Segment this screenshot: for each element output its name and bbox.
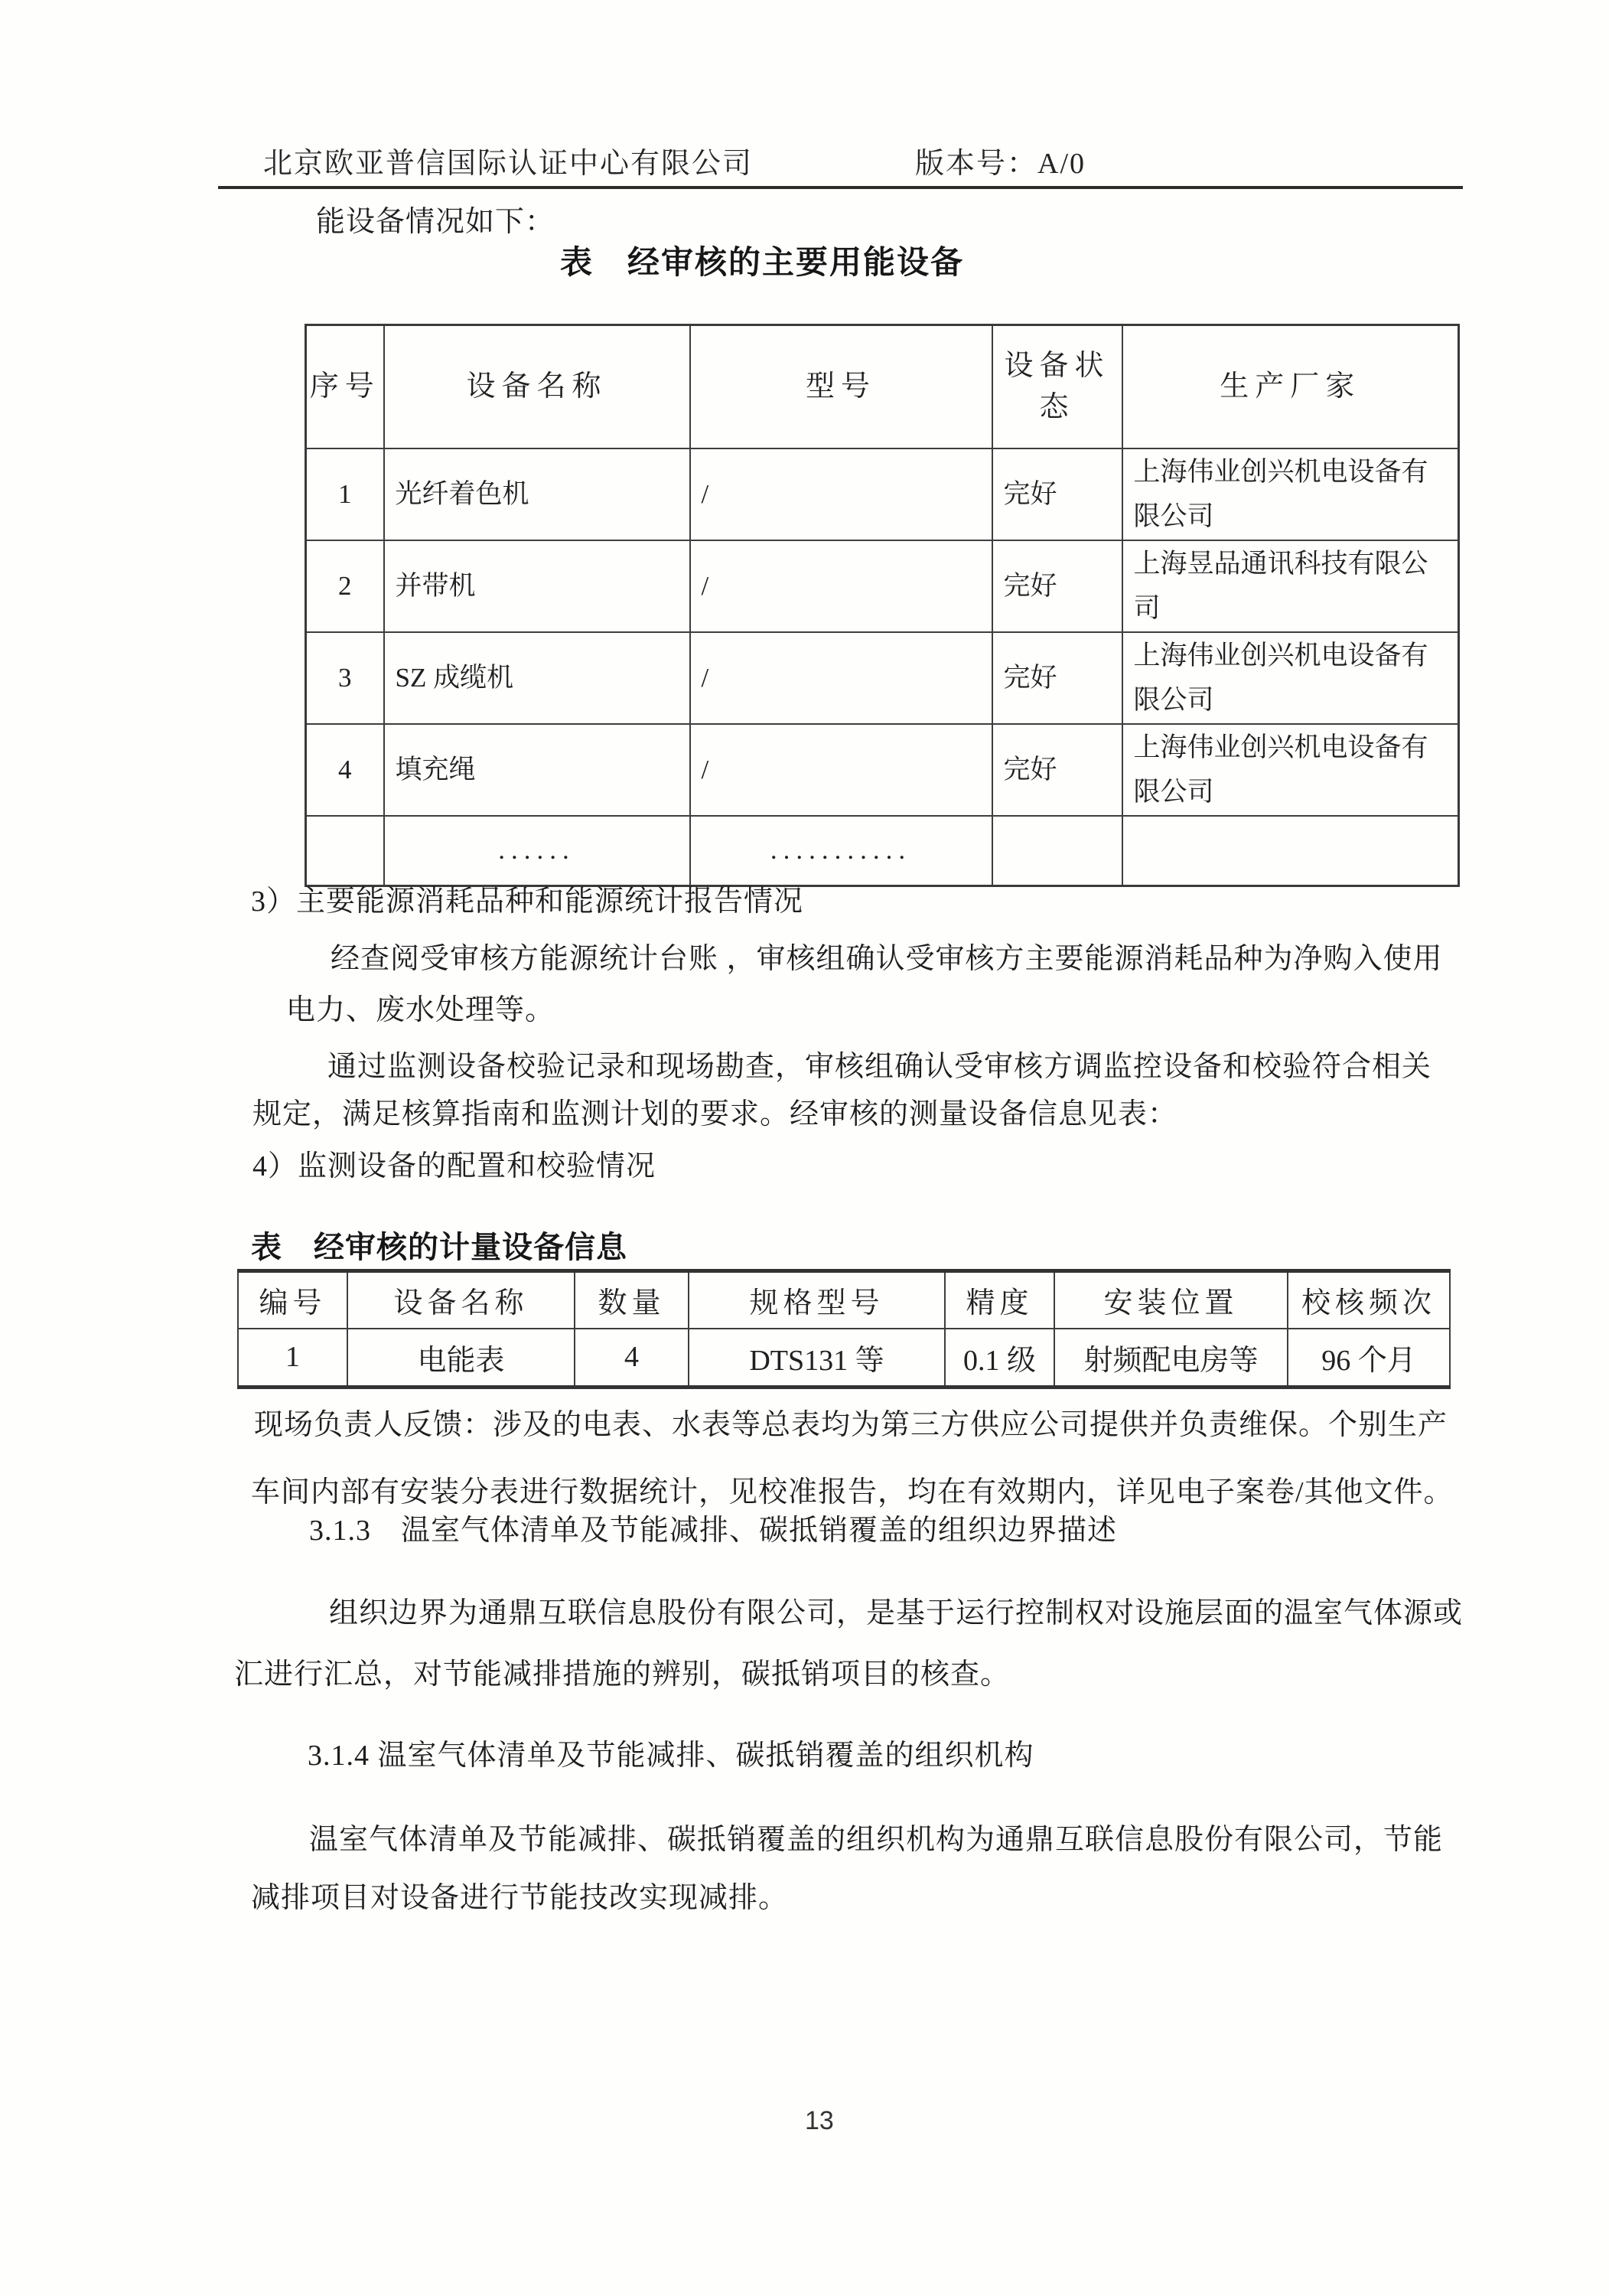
item3-paragraph-line2: 电力、废水处理等。 — [286, 994, 555, 1026]
section-3-1-4-heading: 3.1.4 温室气体清单及节能减排、碳抵销覆盖的组织机构 — [308, 1740, 1034, 1772]
col-header-number: 编号 — [238, 1271, 347, 1329]
cell-status: 完好 — [992, 540, 1122, 632]
energy-equipment-table — [305, 324, 1460, 887]
cell-device-name-ellipsis: ...... — [384, 816, 690, 886]
cell-manufacturer — [1122, 816, 1459, 886]
cell-device-name: 并带机 — [384, 540, 690, 632]
section-3-1-3-line1: 组织边界为通鼎互联信息股份有限公司，是基于运行控制权对设施层面的温室气体源或 — [329, 1597, 1464, 1629]
col-header-index: 序号 — [306, 325, 384, 448]
cell-status: 完好 — [992, 724, 1122, 816]
cell-model: / — [690, 632, 992, 724]
item4-paragraph-line2: 规定，满足核算指南和监测计划的要求。经审核的测量设备信息见表： — [252, 1098, 1178, 1130]
section-3-1-4-line2: 减排项目对设备进行节能技改实现减排。 — [251, 1882, 789, 1914]
table1-title: 表 经审核的主要用能设备 — [560, 246, 965, 281]
section-3-1-4-line1: 温室气体清单及节能减排、碳抵销覆盖的组织机构为通鼎互联信息股份有限公司，节能 — [309, 1824, 1444, 1856]
cell-status — [992, 816, 1122, 886]
table-row — [306, 448, 1459, 540]
table-row — [306, 724, 1459, 816]
cell-index: 2 — [306, 540, 384, 632]
intro-line: 能设备情况如下： — [316, 206, 555, 238]
table-header-row — [306, 325, 1459, 448]
col-header-quantity: 数量 — [575, 1271, 689, 1329]
site-feedback-line1: 现场负责人反馈：涉及的电表、水表等总表均为第三方供应公司提供并负责维保。个别生产 — [254, 1409, 1448, 1441]
cell-manufacturer: 上海昱品通讯科技有限公司 — [1122, 540, 1459, 632]
cell-number: 1 — [238, 1329, 347, 1388]
cell-model: / — [690, 540, 992, 632]
cell-index — [306, 816, 384, 886]
col-header-spec-model: 规格型号 — [689, 1271, 945, 1329]
cell-device-name: SZ 成缆机 — [384, 632, 690, 724]
table-row — [238, 1329, 1450, 1388]
cell-device-name: 填充绳 — [384, 724, 690, 816]
cell-spec-model: DTS131 等 — [689, 1329, 945, 1388]
col-header-device-name: 设备名称 — [347, 1271, 575, 1329]
cell-device-name: 光纤着色机 — [384, 448, 690, 540]
cell-index: 4 — [306, 724, 384, 816]
cell-status: 完好 — [992, 448, 1122, 540]
cell-precision: 0.1 级 — [945, 1329, 1054, 1388]
table-row — [306, 632, 1459, 724]
metering-equipment-table — [237, 1269, 1451, 1389]
header-divider-rule — [218, 186, 1463, 189]
cell-manufacturer: 上海伟业创兴机电设备有限公司 — [1122, 724, 1459, 816]
table-row — [306, 540, 1459, 632]
page-number: 13 — [805, 2106, 834, 2135]
cell-manufacturer: 上海伟业创兴机电设备有限公司 — [1122, 448, 1459, 540]
col-header-device-name: 设备名称 — [384, 325, 690, 448]
section-3-1-3-line2: 汇进行汇总，对节能减排措施的辨别，碳抵销项目的核查。 — [234, 1658, 1011, 1691]
col-header-install-location: 安装位置 — [1054, 1271, 1288, 1329]
section-3-1-3-heading: 3.1.3 温室气体清单及节能减排、碳抵销覆盖的组织边界描述 — [309, 1515, 1118, 1547]
cell-index: 1 — [306, 448, 384, 540]
site-feedback-line2: 车间内部有安装分表进行数据统计，见校准报告，均在有效期内，详见电子案卷/其他文件。 — [251, 1476, 1454, 1508]
cell-index: 3 — [306, 632, 384, 724]
item4-paragraph-line1: 通过监测设备校验记录和现场勘查，审核组确认受审核方调监控设备和校验符合相关 — [327, 1051, 1432, 1083]
col-header-status: 设备状态 — [992, 325, 1122, 448]
header-version-label: 版本号：A/0 — [915, 148, 1086, 180]
cell-install-location: 射频配电房等 — [1054, 1329, 1288, 1388]
cell-device-name: 电能表 — [347, 1329, 575, 1388]
table-row-ellipsis — [306, 816, 1459, 886]
col-header-precision: 精度 — [945, 1271, 1054, 1329]
cell-manufacturer: 上海伟业创兴机电设备有限公司 — [1122, 632, 1459, 724]
cell-calibration-frequency: 96 个月 — [1288, 1329, 1450, 1388]
table-header-row — [238, 1271, 1450, 1329]
table2-title: 表 经审核的计量设备信息 — [251, 1230, 627, 1264]
col-header-model: 型号 — [690, 325, 992, 448]
cell-model: / — [690, 724, 992, 816]
col-header-calibration-frequency: 校核频次 — [1288, 1271, 1450, 1329]
cell-model: / — [690, 448, 992, 540]
cell-quantity: 4 — [575, 1329, 689, 1388]
item3-paragraph-line1: 经查阅受审核方能源统计台账 ，审核组确认受审核方主要能源消耗品种为净购入使用 — [331, 943, 1443, 975]
item4-heading: 4）监测设备的配置和校验情况 — [252, 1150, 656, 1182]
item3-heading: 3）主要能源消耗品种和能源统计报告情况 — [251, 885, 804, 918]
cell-status: 完好 — [992, 632, 1122, 724]
col-header-manufacturer: 生产厂家 — [1122, 325, 1459, 448]
header-company-name: 北京欧亚普信国际认证中心有限公司 — [263, 148, 754, 180]
cell-model-ellipsis: ........... — [690, 816, 992, 886]
